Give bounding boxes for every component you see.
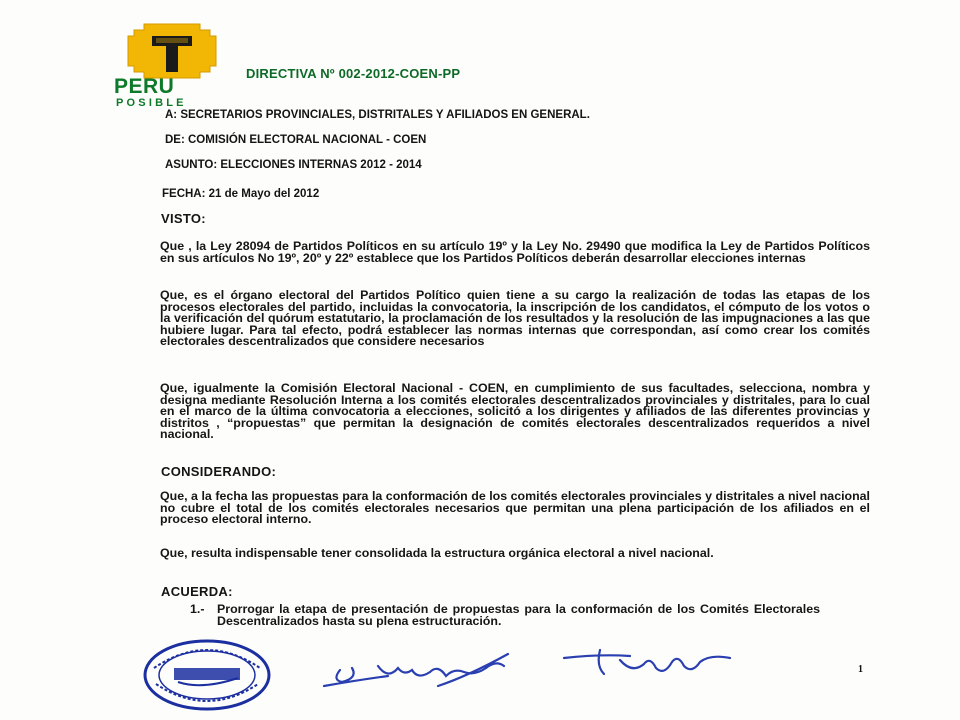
stamp-seal-icon [142, 638, 272, 712]
signature-second [560, 644, 740, 689]
directive-title: DIRECTIVA Nº 002-2012-COEN-PP [246, 66, 461, 81]
memo-from: DE: COMISIÓN ELECTORAL NACIONAL - COEN [165, 134, 427, 146]
acuerda-heading: ACUERDA: [161, 584, 233, 599]
visto-paragraph-1: Que , la Ley 28094 de Partidos Políticos en su artículo 19º y la Ley No. 29490 que modifica la Ley de Partidos Políticos en sus artículos No 19º, 20º y 22º establece que los Partidos Políticos deberán desarrollar elecciones internas [160, 239, 870, 265]
signature-first-icon [318, 646, 518, 696]
considerando-paragraph-2: Que, resulta indispensable tener consolidada la estructura orgánica electoral a nivel nacional. [160, 546, 714, 560]
visto-heading: VISTO: [161, 211, 206, 226]
signature-first [318, 646, 518, 701]
visto-paragraph-3-end: que permitan la designación de comités electorales descentralizados requeridos a nivel nacional. [160, 415, 870, 442]
official-stamp [142, 638, 272, 712]
visto-paragraph-3 [160, 383, 870, 441]
acuerda-item-text: Prorrogar la etapa de presentación de propuestas para la conformación de los Comités Electorales Descentralizados hasta su plena estructuración. [217, 602, 820, 628]
considerando-paragraph-1: Que, a la fecha las propuestas para la conformación de los comités electorales provinciales y distritales a nivel nacional no cubre el total de los comités electorales necesarios que permitan una plena participación de los afiliados en el proceso electoral interno. [160, 489, 870, 527]
peru-posible-logo [112, 22, 242, 109]
propuestas-emphasis: “propuestas” [227, 415, 307, 430]
logo-posible-text: POSIBLE [116, 97, 187, 109]
logo-peru-text: PERU [114, 75, 175, 98]
acuerda-item [190, 604, 820, 627]
page-number: 1 [858, 664, 863, 675]
acuerda-item-number: 1.- [190, 602, 205, 616]
memo-to: A: SECRETARIOS PROVINCIALES, DISTRITALES Y AFILIADOS EN GENERAL. [165, 109, 590, 121]
visto-paragraph-2: Que, es el órgano electoral del Partidos Político quien tiene a su cargo la realización de todas las etapas de los procesos electorales del partido, incluidas la convocatoria, la inscripción de los candidatos, el cómputo de los votos o la verificación del quórum estatutario, la proclamación de los resultados y la resolución de las impugnaciones a las que hubiere lugar. Para tal efecto, podrá establecer las normas internas que correspondan, así como crear los comités electorales descentralizados que considere necesarios [160, 288, 870, 349]
visto-paragraph-3-start: Que, igualmente la Comisión Electoral Nacional - COEN, en cumplimiento de sus facultades, selecciona, nombra y designa mediante Resolución Interna a los comités electorales descentralizados provinciales y distritales, para lo cual en el marco de la última convocatoria a elecciones, solicitó a los dirigentes y afiliados de las diferentes provincias y distritos , [160, 381, 870, 430]
memo-date: FECHA: 21 de Mayo del 2012 [162, 188, 320, 200]
logo-emblem-icon [112, 22, 232, 80]
memo-subject: ASUNTO: ELECCIONES INTERNAS 2012 - 2014 [165, 159, 422, 171]
signature-second-icon [560, 644, 740, 684]
considerando-heading: CONSIDERANDO: [161, 464, 277, 479]
